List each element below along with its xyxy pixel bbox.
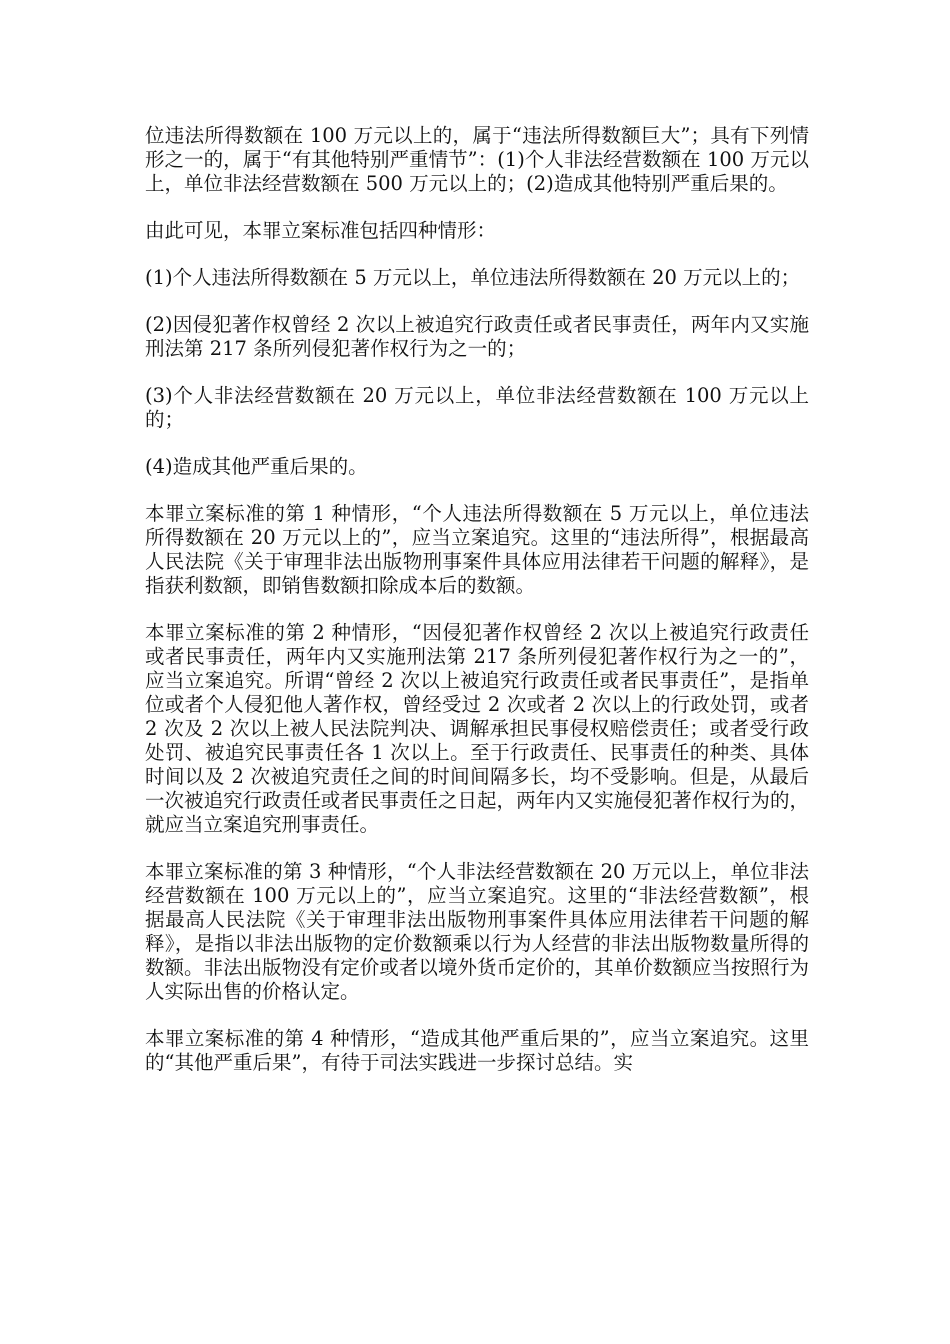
paragraph: (3)个人非法经营数额在 20 万元以上，单位非法经营数额在 100 万元以上的； [145, 384, 809, 431]
paragraph: 本罪立案标准的第 1 种情形，“个人违法所得数额在 5 万元以上，单位违法所得数额在 20 万元以上的”，应当立案追究。这里的“违法所得”，根据最高人民法院《关于审理非法出版物刑事案件具体应用法律若干问题的解释》，是指获利数额，即销售数额扣除成本后的数额。 [145, 502, 809, 597]
paragraph: 位违法所得数额在 100 万元以上的，属于“违法所得数额巨大”；具有下列情形之一的，属于“有其他特别严重情节”：(1)个人非法经营数额在 100 万元以上，单位非法经营数额在 500 万元以上的；(2)造成其他特别严重后果的。 [145, 124, 809, 195]
paragraph: (2)因侵犯著作权曾经 2 次以上被追究行政责任或者民事责任，两年内又实施刑法第 217 条所列侵犯著作权行为之一的； [145, 313, 809, 360]
paragraph: 由此可见，本罪立案标准包括四种情形： [145, 219, 497, 242]
paragraph: (1)个人违法所得数额在 5 万元以上，单位违法所得数额在 20 万元以上的； [145, 266, 801, 289]
document-body [145, 124, 809, 1098]
paragraph: 本罪立案标准的第 3 种情形，“个人非法经营数额在 20 万元以上，单位非法经营数额在 100 万元以上的”，应当立案追究。这里的“非法经营数额”，根据最高人民法院《关于审理非法出版物刑事案件具体应用法律若干问题的解释》，是指以非法出版物的定价数额乘以行为人经营的非法出版物数量所得的数额。非法出版物没有定价或者以境外货币定价的，其单价数额应当按照行为人实际出售的价格认定。 [145, 860, 809, 1003]
paragraph: 本罪立案标准的第 4 种情形，“造成其他严重后果的”，应当立案追究。这里的“其他严重后果”，有待于司法实践进一步探讨总结。实 [145, 1027, 809, 1074]
paragraph: (4)造成其他严重后果的。 [145, 455, 368, 478]
paragraph: 本罪立案标准的第 2 种情形，“因侵犯著作权曾经 2 次以上被追究行政责任或者民事责任，两年内又实施刑法第 217 条所列侵犯著作权行为之一的”，应当立案追究。所谓“曾经 2 次以上被追究行政责任或者民事责任”，是指单位或者个人侵犯他人著作权，曾经受过 2 次或者 2 次以上的行政处罚，或者 2 次及 2 次以上被人民法院判决、调解承担民事侵权赔偿责任；或者受行政处罚、被追究民事责任各 1 次以上。至于行政责任、民事责任的种类、具体时间以及 2 次被追究责任之间的时间间隔多长，均不受影响。但是，从最后一次被追究行政责任或者民事责任之日起，两年内又实施侵犯著作权行为的，就应当立案追究刑事责任。 [145, 621, 809, 836]
